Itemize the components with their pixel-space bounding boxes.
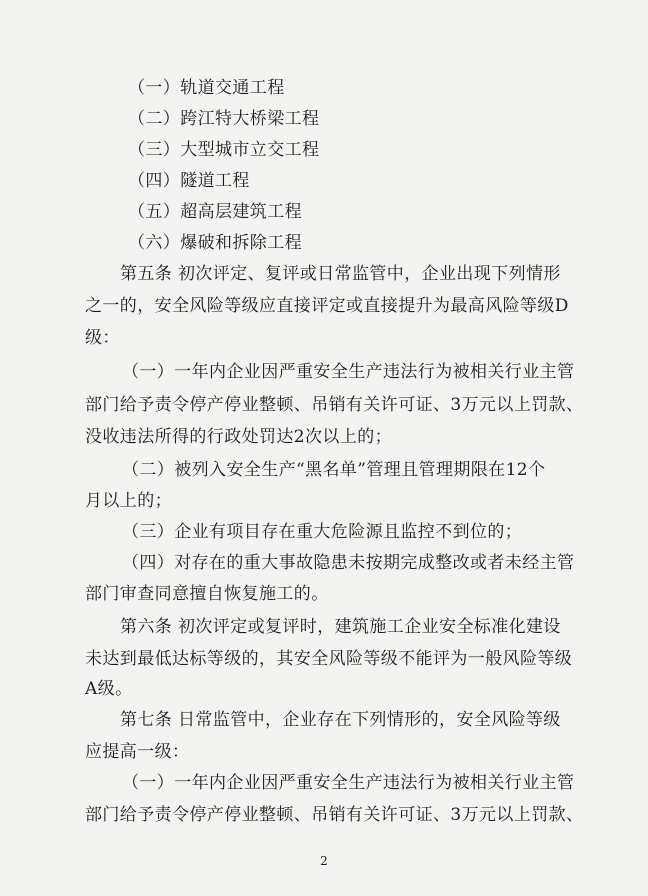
- article-5-item-4: 部门审查同意擅自恢复施工的。: [85, 584, 329, 604]
- article-7-heading: 第七条 日常监管中，企业存在下列情形的，安全风险等级: [120, 710, 561, 730]
- article-5-item-3: （三）企业有项目存在重大危险源且监控不到位的；: [122, 522, 523, 542]
- article-5-text: 之一的，安全风险等级应直接评定或直接提升为最高风险等级D: [85, 296, 569, 316]
- page-number: 2: [320, 854, 328, 868]
- article-5-item-4: （四）对存在的重大事故隐患未按期完成整改或者未经主管: [122, 553, 575, 573]
- article-7-item-1: 部门给予责令停产停业整顿、吊销有关许可证、3万元以上罚款、: [85, 805, 584, 825]
- article-6-text: A级。: [85, 679, 133, 699]
- list-item: （六）爆破和拆除工程: [128, 233, 302, 253]
- list-item: （五）超高层建筑工程: [128, 202, 302, 222]
- list-item: （二）跨江特大桥梁工程: [128, 109, 320, 129]
- article-5-item-1: （一）一年内企业因严重安全生产违法行为被相关行业主管: [122, 362, 575, 382]
- article-5-heading: 第五条 初次评定、复评或日常监管中，企业出现下列情形: [120, 264, 561, 284]
- article-5-item-1: 部门给予责令停产停业整顿、吊销有关许可证、3万元以上罚款、: [85, 395, 584, 415]
- article-5-item-2: （二）被列入安全生产“黑名单”管理且管理期限在12个: [122, 460, 546, 480]
- list-item: （三）大型城市立交工程: [128, 140, 320, 160]
- article-7-text: 应提高一级：: [85, 742, 190, 762]
- article-5-text: 级：: [85, 328, 120, 348]
- article-5-item-1: 没收违法所得的行政处罚达2次以上的；: [85, 427, 393, 447]
- article-6-heading: 第六条 初次评定或复评时，建筑施工企业安全标准化建设: [120, 617, 561, 637]
- article-7-item-1: （一）一年内企业因严重安全生产违法行为被相关行业主管: [122, 773, 575, 793]
- list-item: （四）隧道工程: [128, 171, 250, 191]
- article-6-text: 未达到最低达标等级的，其安全风险等级不能评为一般风险等级: [85, 649, 573, 669]
- article-5-item-2: 月以上的；: [85, 491, 172, 511]
- list-item: （一）轨道交通工程: [128, 78, 285, 98]
